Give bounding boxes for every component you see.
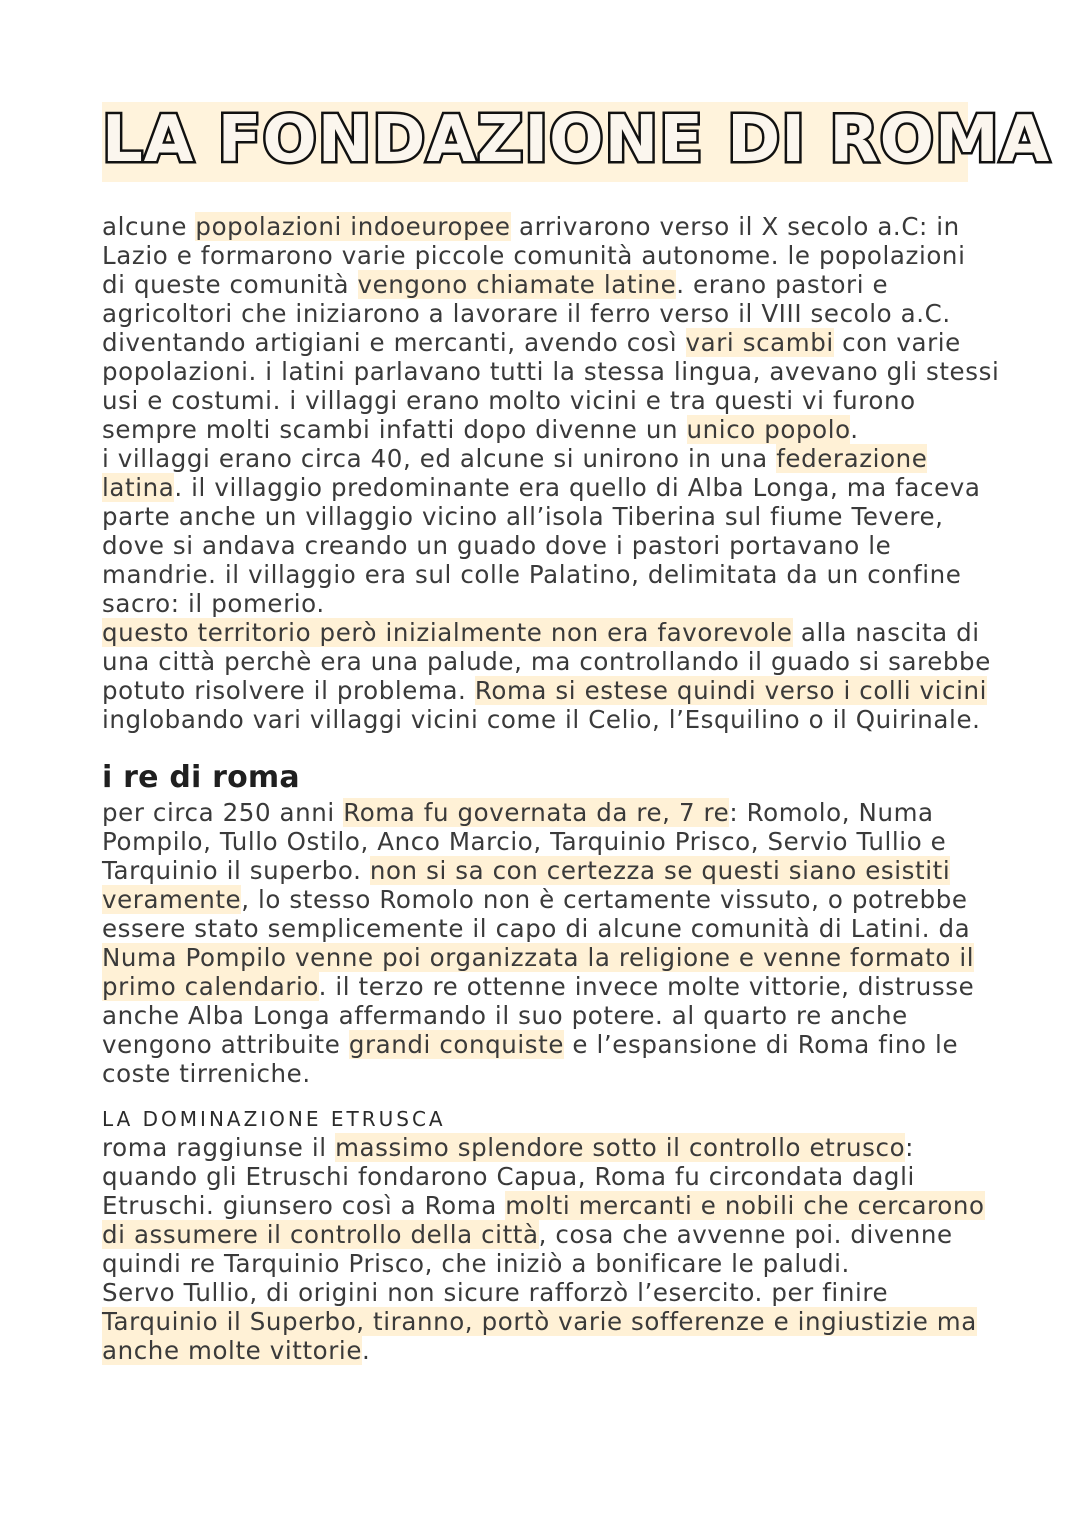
- text-line: [102, 299, 982, 328]
- highlighted-text: primo calendario: [102, 972, 319, 1001]
- text-segment: inglobando vari villaggi vicini come il Celio, l’Esquilino o il Quirinale.: [102, 705, 981, 734]
- text-segment: vengono attribuite: [102, 1030, 349, 1059]
- intro-paragraph: [102, 212, 1000, 734]
- highlighted-text: unico popolo: [686, 415, 851, 444]
- text-line: [102, 444, 982, 473]
- section-heading-kings: i re di roma: [102, 760, 300, 795]
- text-segment: sacro: il pomerio.: [102, 589, 325, 618]
- text-segment: anche Alba Longa affermando il suo potere. al quarto re anche: [102, 1001, 908, 1030]
- text-segment: .: [850, 415, 859, 444]
- text-line: [102, 560, 982, 589]
- text-line: [102, 589, 982, 618]
- text-segment: . il terzo re ottenne invece molte vittorie, distrusse: [318, 972, 975, 1001]
- highlighted-text: vari scambi: [685, 328, 834, 357]
- text-segment: , lo stesso Romolo non è certamente vissuto, o potrebbe: [241, 885, 968, 914]
- text-line: [102, 212, 982, 241]
- highlighted-text: Numa Pompilo venne poi organizzata la religione e venne formato il: [102, 943, 975, 972]
- highlighted-text: veramente: [102, 885, 242, 914]
- text-segment: Servo Tullio, di origini non sicure rafforzò l’esercito. per finire: [102, 1278, 889, 1307]
- text-segment: : Romolo, Numa: [729, 798, 934, 827]
- text-segment: , cosa che avvenne poi. divenne: [538, 1220, 953, 1249]
- text-line: [102, 676, 988, 705]
- text-line: [102, 914, 982, 943]
- text-segment: arrivarono verso il X secolo a.C: in: [510, 212, 960, 241]
- text-line: [102, 531, 982, 560]
- section-heading-etruscan: LA DOMINAZIONE ETRUSCA: [102, 1107, 446, 1131]
- text-segment: diventando artigiani e mercanti, avendo così: [102, 328, 686, 357]
- kings-paragraph: [102, 798, 982, 1088]
- highlighted-text: di assumere il controllo della città: [102, 1220, 539, 1249]
- text-segment: quando gli Etruschi fondarono Capua, Roma fu circondata dagli: [102, 1162, 915, 1191]
- text-segment: agricoltori che iniziarono a lavorare il ferro verso il VIII secolo a.C.: [102, 299, 951, 328]
- text-line: [102, 1249, 982, 1278]
- text-line: [102, 270, 982, 299]
- text-segment: Lazio e formarono varie piccole comunità autonome. le popolazioni: [102, 241, 966, 270]
- text-line: [102, 357, 1000, 386]
- text-segment: i villaggi erano circa 40, ed alcune si unirono in una: [102, 444, 777, 473]
- text-line: [102, 415, 982, 444]
- highlighted-text: non si sa con certezza se questi siano esistiti: [369, 856, 951, 885]
- text-line: [102, 1001, 982, 1030]
- text-line: [102, 386, 982, 415]
- text-segment: una città perchè era una palude, ma controllando il guado si sarebbe: [102, 647, 991, 676]
- text-line: [102, 705, 982, 734]
- highlighted-text: anche molte vittorie: [102, 1336, 362, 1365]
- text-segment: coste tirreniche.: [102, 1059, 311, 1088]
- text-line: [102, 1059, 982, 1088]
- highlighted-text: federazione: [776, 444, 928, 473]
- text-segment: di queste comunità: [102, 270, 358, 299]
- highlighted-text: grandi conquiste: [348, 1030, 565, 1059]
- text-segment: Tarquinio il superbo.: [102, 856, 370, 885]
- text-line: [102, 241, 982, 270]
- text-line: [102, 1191, 985, 1220]
- text-segment: sempre molti scambi infatti dopo divenne un: [102, 415, 687, 444]
- text-line: [102, 1133, 982, 1162]
- text-line: [102, 502, 982, 531]
- highlighted-text: questo territorio però inizialmente non era favorevole: [102, 618, 793, 647]
- text-segment: . il villaggio predominante era quello di Alba Longa, ma faceva: [174, 473, 981, 502]
- text-segment: alla nascita di: [792, 618, 980, 647]
- text-segment: :: [905, 1133, 915, 1162]
- text-line: [102, 647, 991, 676]
- text-segment: dove si andava creando un guado dove i pastori portavano le: [102, 531, 892, 560]
- page-title: LA FONDAZIONE DI ROMA: [102, 103, 1051, 177]
- highlighted-text: Tarquinio il Superbo, tiranno, portò varie sofferenze e ingiustizie ma: [102, 1307, 977, 1336]
- text-segment: popolazioni. i latini parlavano tutti la stessa lingua, avevano gli stessi: [102, 357, 1000, 386]
- etruscan-paragraph: [102, 1133, 985, 1365]
- text-segment: mandrie. il villaggio era sul colle Palatino, delimitata da un confine: [102, 560, 962, 589]
- text-line: [102, 1030, 982, 1059]
- text-segment: . erano pastori e: [676, 270, 889, 299]
- text-line: [102, 618, 982, 647]
- text-line: [102, 473, 982, 502]
- text-line: [102, 885, 982, 914]
- text-line: [102, 972, 982, 1001]
- text-line: [102, 1278, 982, 1307]
- text-segment: essere stato semplicemente il capo di alcune comunità di Latini. da: [102, 914, 971, 943]
- highlighted-text: molti mercanti e nobili che cercarono: [505, 1191, 985, 1220]
- text-segment: per circa 250 anni: [102, 798, 344, 827]
- text-line: [102, 1336, 982, 1365]
- text-segment: Pompilo, Tullo Ostilo, Anco Marcio, Tarquinio Prisco, Servio Tullio e: [102, 827, 947, 856]
- text-line: [102, 798, 982, 827]
- text-segment: .: [362, 1336, 371, 1365]
- text-segment: alcune: [102, 212, 196, 241]
- text-line: [102, 1162, 982, 1191]
- highlighted-text: vengono chiamate latine: [357, 270, 677, 299]
- text-segment: quindi re Tarquinio Prisco, che iniziò a bonificare le paludi.: [102, 1249, 850, 1278]
- text-line: [102, 1307, 982, 1336]
- highlighted-text: popolazioni indoeuropee: [195, 212, 511, 241]
- text-line: [102, 328, 982, 357]
- text-line: [102, 1220, 982, 1249]
- text-segment: parte anche un villaggio vicino all’isola Tiberina sul fiume Tevere,: [102, 502, 944, 531]
- text-segment: e l’espansione di Roma fino le: [564, 1030, 959, 1059]
- text-segment: con varie: [833, 328, 961, 357]
- text-line: [102, 943, 982, 972]
- text-segment: roma raggiunse il: [102, 1133, 336, 1162]
- highlighted-text: latina: [102, 473, 175, 502]
- text-segment: usi e costumi. i villaggi erano molto vicini e tra questi vi furono: [102, 386, 916, 415]
- highlighted-text: Roma fu governata da re, 7 re: [343, 798, 730, 827]
- highlighted-text: massimo splendore sotto il controllo etrusco: [335, 1133, 906, 1162]
- text-line: [102, 856, 982, 885]
- text-segment: potuto risolvere il problema.: [102, 676, 475, 705]
- text-segment: Etruschi. giunsero così a Roma: [102, 1191, 506, 1220]
- text-line: [102, 827, 982, 856]
- highlighted-text: Roma si estese quindi verso i colli vicini: [474, 676, 988, 705]
